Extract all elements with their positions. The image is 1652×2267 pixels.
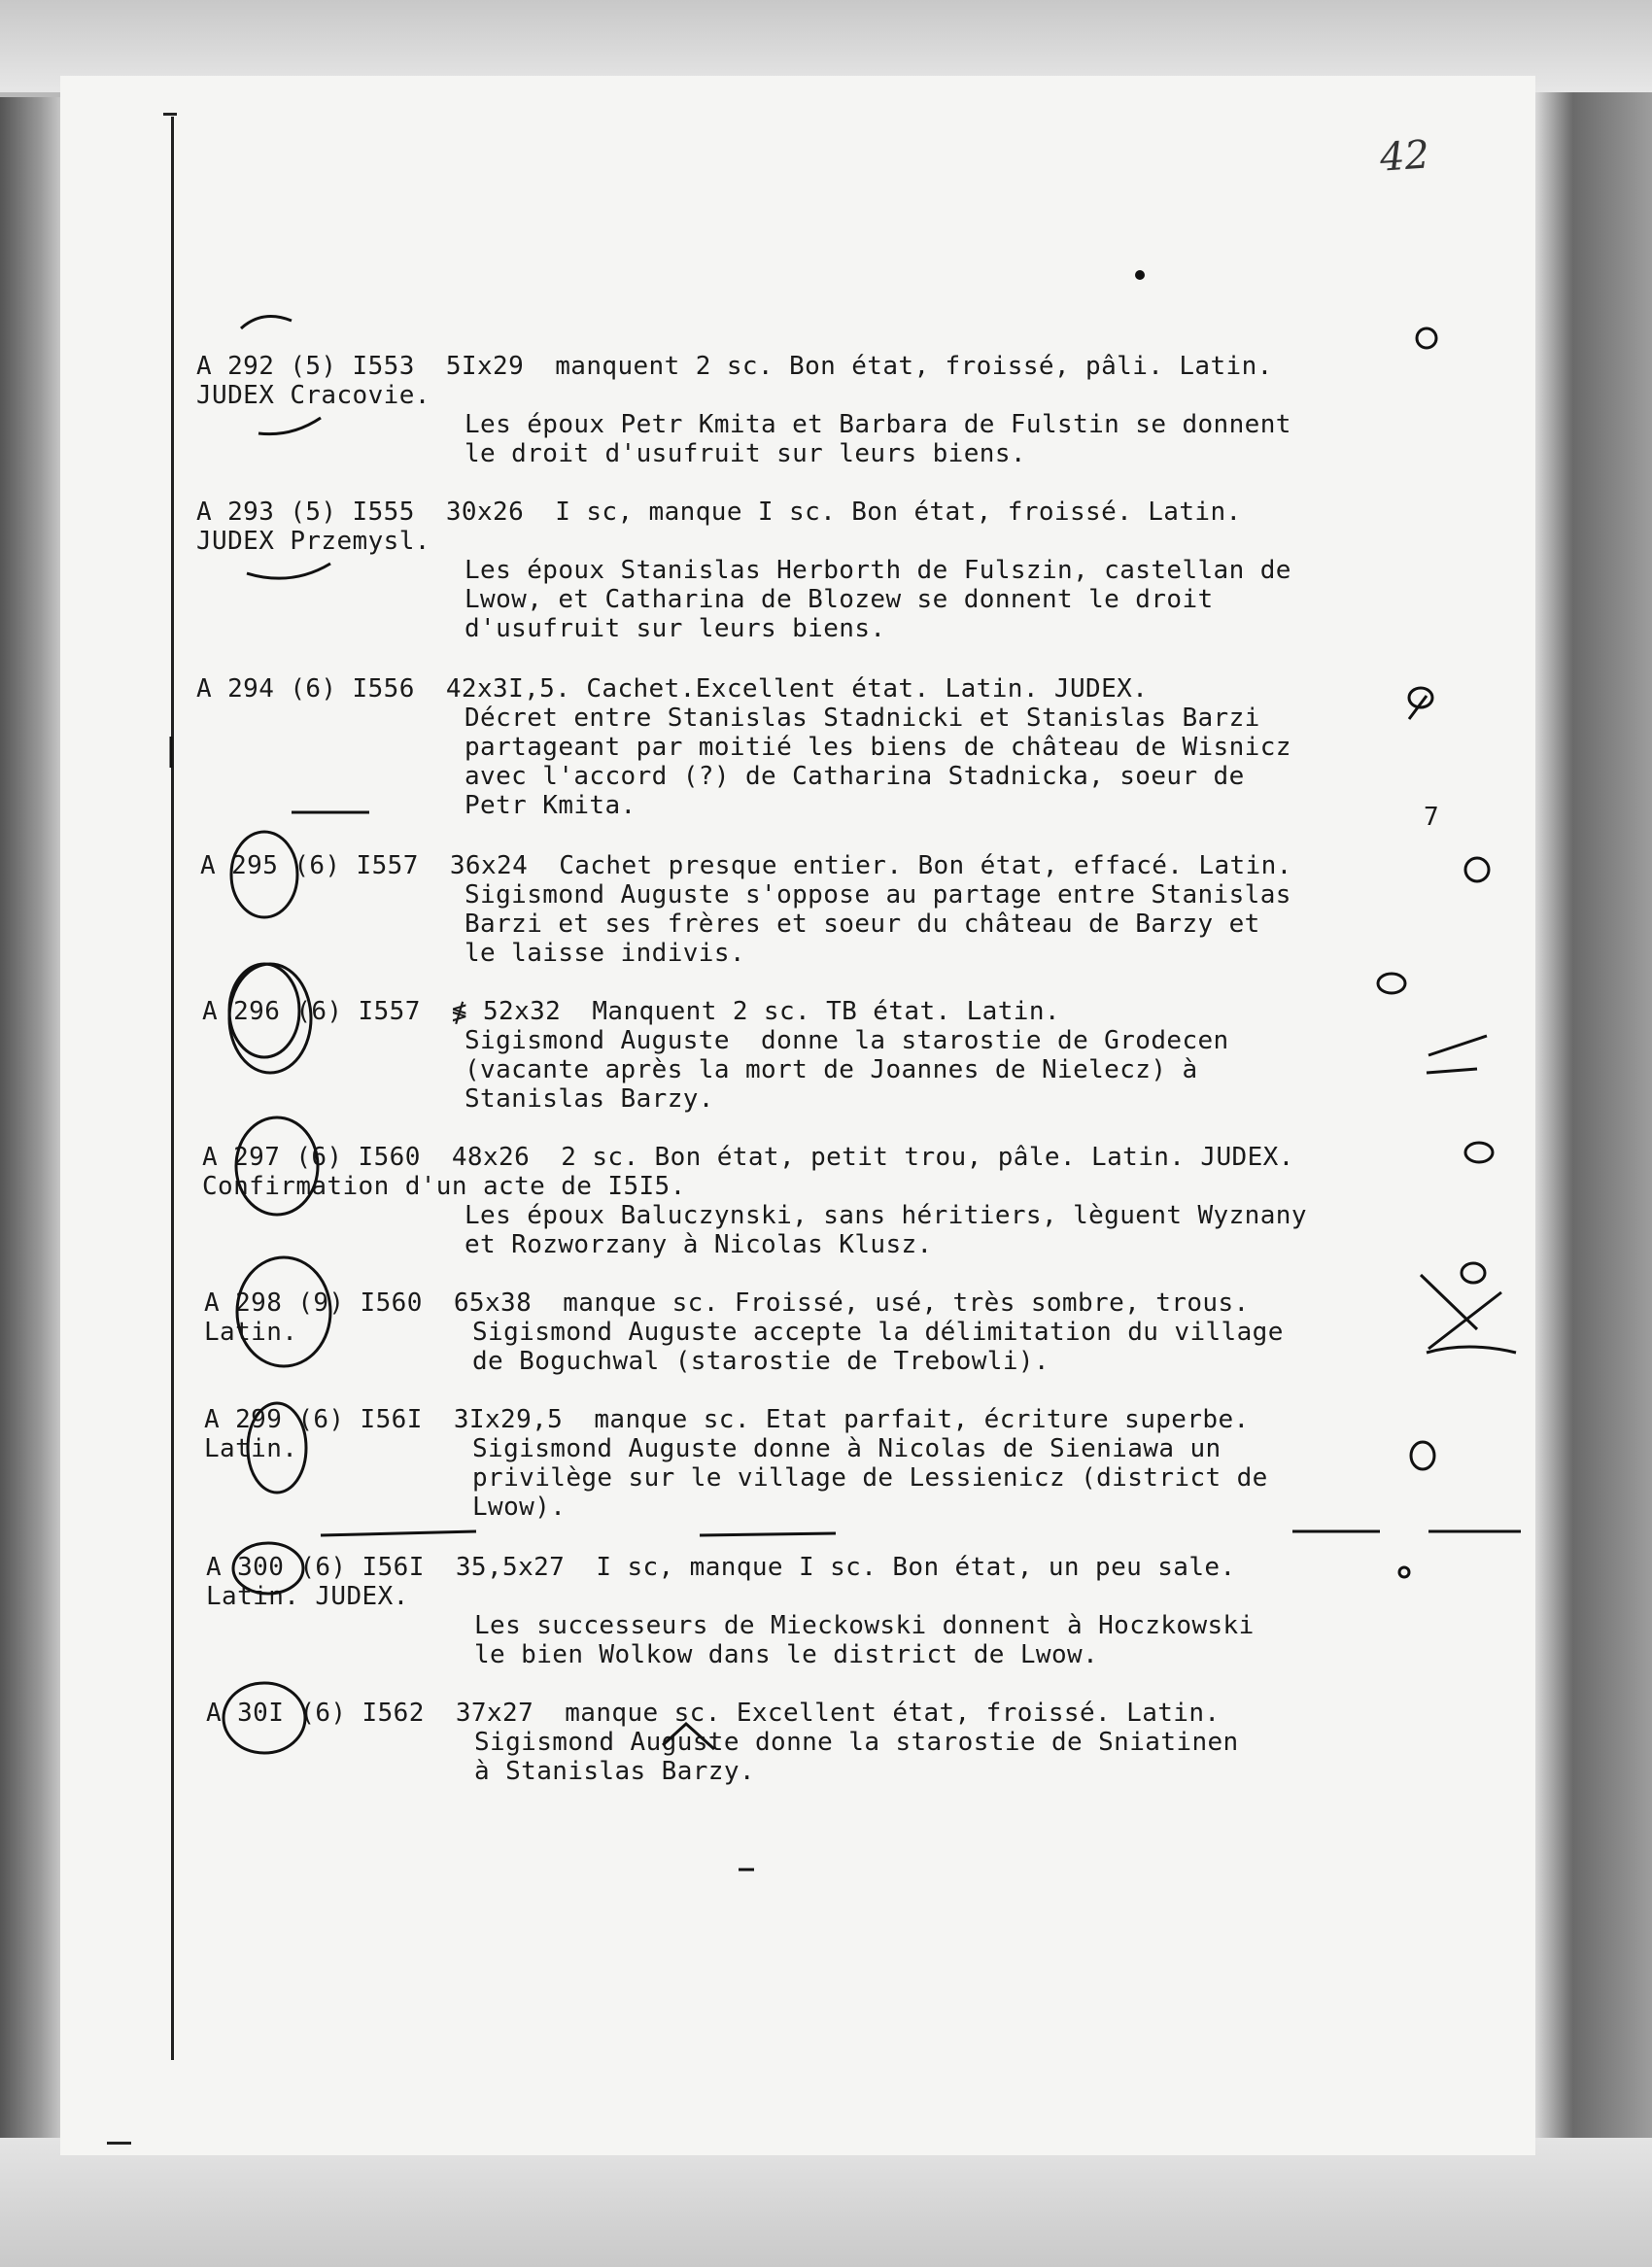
entry-subheader: Latin.	[204, 1434, 298, 1463]
entry-description-line: Les époux Baluczynski, sans héritiers, lèguent Wyznany	[465, 1201, 1307, 1230]
entry-description-line: Les époux Stanislas Herborth de Fulszin, castellan de	[465, 556, 1291, 585]
entry-description-line: Lwow).	[472, 1493, 567, 1522]
scan-bottom-edge	[0, 2138, 1652, 2267]
entry-header: A 294 (6) I556 42x3I,5. Cachet.Excellent état. Latin. JUDEX.	[196, 674, 1149, 704]
entry-subheader: Latin.	[204, 1318, 298, 1347]
entry-description-line: à Stanislas Barzy.	[474, 1757, 755, 1786]
ink-dot	[1135, 270, 1145, 280]
entry-description-line: Sigismond Auguste donne à Nicolas de Sieniawa un	[472, 1434, 1222, 1463]
entry-description-line: d'usufruit sur leurs biens.	[465, 614, 886, 643]
entry-description-line: le laisse indivis.	[465, 939, 745, 968]
entry-description-line: et Rozworzany à Nicolas Klusz.	[465, 1230, 933, 1259]
entry-header: A 299 (6) I56I 3Ix29,5 manque sc. Etat parfait, écriture superbe.	[204, 1405, 1250, 1434]
entry-description-line: Les époux Petr Kmita et Barbara de Fulstin se donnent	[465, 410, 1291, 439]
entry-description-line: le droit d'usufruit sur leurs biens.	[465, 439, 1026, 468]
entry-description-line: Sigismond Auguste donne la starostie de Sniatinen	[474, 1728, 1239, 1757]
bottom-rule	[107, 2142, 131, 2145]
entry-header: A 298 (9) I560 65x38 manque sc. Froissé, usé, très sombre, trous.	[204, 1288, 1250, 1318]
entry-description-line: Petr Kmita.	[465, 791, 637, 820]
entry-description-line: (vacante après la mort de Joannes de Nielecz) à	[465, 1055, 1198, 1084]
entry-description-line: partageant par moitié les biens de château de Wisnicz	[465, 733, 1291, 762]
scan-left-shadow	[0, 97, 68, 2157]
entry-description-line: le bien Wolkow dans le district de Lwow.	[474, 1640, 1099, 1669]
entry-description-line: Lwow, et Catharina de Blozew se donnent le droit	[465, 585, 1214, 614]
entry-header: A 300 (6) I56I 35,5x27 I sc, manque I sc. Bon état, un peu sale.	[206, 1553, 1236, 1582]
entry-description-line: Barzi et ses frères et soeur du château de Barzy et	[465, 910, 1260, 939]
page-number: 42	[1378, 132, 1431, 181]
entry-header: A 296 (6) I557 ≸ 52x32 Manquent 2 sc. TB état. Latin.	[202, 997, 1060, 1026]
entry-subheader: Latin. JUDEX.	[206, 1582, 409, 1611]
entry-header: A 293 (5) I555 30x26 I sc, manque I sc. Bon état, froissé. Latin.	[196, 498, 1242, 527]
scan-right-shadow	[1531, 92, 1652, 2152]
entry-description-line: de Boguchwal (starostie de Trebowli).	[472, 1347, 1050, 1376]
margin-rule	[171, 117, 174, 2060]
entry-description-line: Sigismond Auguste s'oppose au partage entre Stanislas	[465, 880, 1291, 910]
entry-header: A 295 (6) I557 36x24 Cachet presque entier. Bon état, effacé. Latin.	[200, 851, 1292, 880]
entry-header: A 297 (6) I560 48x26 2 sc. Bon état, petit trou, pâle. Latin. JUDEX.	[202, 1143, 1294, 1172]
entry-description-line: Décret entre Stanislas Stadnicki et Stanislas Barzi	[465, 704, 1260, 733]
margin-note: 7	[1424, 803, 1440, 832]
entry-subheader: JUDEX Cracovie.	[196, 381, 430, 410]
entry-description-line: privilège sur le village de Lessienicz (district de	[472, 1463, 1268, 1493]
entry-subheader: JUDEX Przemysl.	[196, 527, 430, 556]
entry-description-line: Les successeurs de Mieckowski donnent à Hoczkowski	[474, 1611, 1255, 1640]
entry-header: A 30I (6) I562 37x27 manque sc. Excellent état, froissé. Latin.	[206, 1699, 1221, 1728]
entry-description-line: Stanislas Barzy.	[465, 1084, 714, 1114]
entry-header: A 292 (5) I553 5Ix29 manquent 2 sc. Bon état, froissé, pâli. Latin.	[196, 352, 1273, 381]
entry-description-line: avec l'accord (?) de Catharina Stadnicka, soeur de	[465, 762, 1245, 791]
entry-description-line: Sigismond Auguste donne la starostie de Grodecen	[465, 1026, 1229, 1055]
entry-description-line: Sigismond Auguste accepte la délimitation du village	[472, 1318, 1284, 1347]
entry-subheader: Confirmation d'un acte de I5I5.	[202, 1172, 686, 1201]
margin-tick	[163, 113, 177, 116]
